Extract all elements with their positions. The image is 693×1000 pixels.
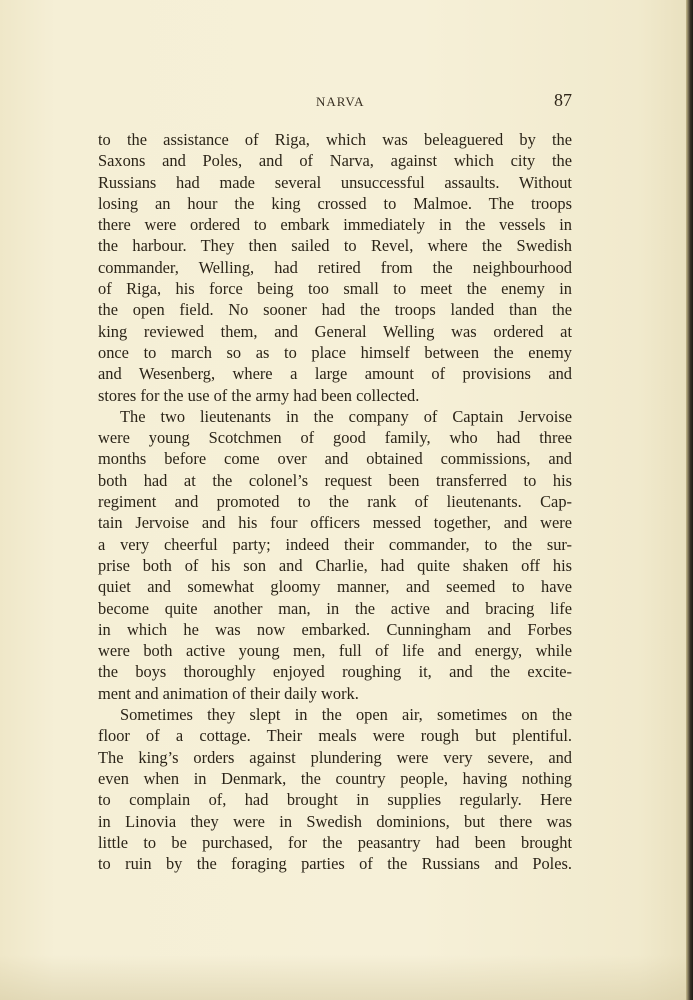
text-line: in which he was now embarked. Cunningham and Forbes (98, 619, 572, 639)
text-line: prise both of his son and Charlie, had quite shaken off his (98, 555, 572, 575)
text-line: a very cheerful party; indeed their commander, to the sur- (98, 534, 572, 554)
page-header (98, 90, 572, 114)
text-line: little to be purchased, for the peasantry had been brought (98, 832, 572, 852)
text-line: to complain of, had brought in supplies regularly. Here (98, 790, 572, 810)
text-line: Saxons and Poles, and of Narva, against which city the (98, 151, 572, 171)
text-line: both had at the colonel’s request been transferred to his (98, 470, 572, 490)
text-line: regiment and promoted to the rank of lieutenants. Cap- (98, 492, 572, 512)
page-edge (686, 0, 693, 1000)
text-line: the open field. No sooner had the troops landed than the (98, 300, 572, 320)
text-line: there were ordered to embark immediately in the vessels in (98, 215, 572, 235)
text-line: ment and animation of their daily work. (98, 683, 359, 703)
text-line: tain Jervoise and his four officers messed together, and were (98, 513, 572, 533)
text-line: to ruin by the foraging parties of the Russians and Poles. (98, 854, 572, 874)
running-head: NARVA (316, 94, 365, 109)
text-line: and Wesenberg, where a large amount of provisions and (98, 364, 572, 384)
text-line: to the assistance of Riga, which was beleaguered by the (98, 130, 572, 149)
body-text (98, 129, 572, 874)
text-line: king reviewed them, and General Welling was ordered at (98, 321, 572, 341)
text-line: quiet and somewhat gloomy manner, and seemed to have (98, 577, 572, 597)
text-line: losing an hour the king crossed to Malmoe. The troops (98, 193, 572, 213)
text-line: were both active young men, full of life and energy, while (98, 641, 572, 661)
text-line: floor of a cottage. Their meals were rough but plentiful. (98, 726, 572, 746)
text-line: The king’s orders against plundering were very severe, and (98, 747, 572, 767)
text-line: commander, Welling, had retired from the neighbourhood (98, 257, 572, 277)
text-line: the harbour. They then sailed to Revel, where the Swedish (98, 236, 572, 256)
text-line: become quite another man, in the active and bracing life (98, 598, 572, 618)
text-line: The two lieutenants in the company of Captain Jervoise (120, 406, 572, 426)
text-line: of Riga, his force being too small to meet the enemy in (98, 279, 572, 299)
text-line: Russians had made several unsuccessful assaults. Without (98, 172, 572, 192)
text-line: in Linovia they were in Swedish dominions, but there was (98, 811, 572, 831)
text-line: the boys thoroughly enjoyed roughing it, and the excite- (98, 662, 572, 682)
page-shadow (0, 955, 693, 1000)
text-line: stores for the use of the army had been collected. (98, 385, 420, 405)
text-line: once to march so as to place himself between the enemy (98, 342, 572, 362)
text-line: Sometimes they slept in the open air, sometimes on the (120, 705, 572, 725)
text-line: months before come over and obtained commissions, and (98, 449, 572, 469)
page-number: 87 (554, 90, 572, 110)
text-line: even when in Denmark, the country people, having nothing (98, 768, 572, 788)
text-line: were young Scotchmen of good family, who had three (98, 428, 572, 448)
